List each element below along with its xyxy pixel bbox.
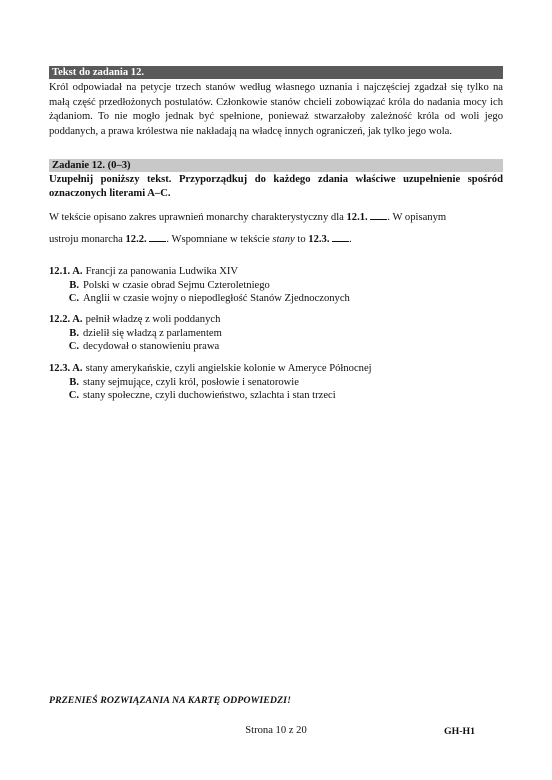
- fill-text-part: . Wspomniane w tekście: [166, 234, 273, 245]
- option-letter: C.: [68, 390, 79, 402]
- option-c: [49, 292, 350, 306]
- gap-ref-12-2: 12.2.: [125, 234, 147, 245]
- question-id: 12.2. A.: [49, 314, 83, 325]
- answer-blank: [149, 233, 166, 242]
- option-c: [49, 340, 222, 354]
- option-a: [49, 362, 372, 376]
- option-letter: C.: [68, 293, 79, 305]
- option-a: [49, 313, 222, 327]
- option-b: [49, 327, 222, 341]
- exam-code: GH-H1: [444, 726, 476, 737]
- fill-text-line-2: [49, 233, 352, 245]
- answer-blank: [332, 233, 349, 242]
- option-b: [49, 279, 350, 293]
- option-text: Anglii w czasie wojny o niepodległość Stanów Zjednoczonych: [83, 293, 350, 305]
- transfer-answers-note: PRZENIEŚ ROZWIĄZANIA NA KARTĘ ODPOWIEDZI!: [49, 695, 291, 706]
- question-12-2: [49, 313, 222, 354]
- task-header: Zadanie 12. (0–3): [49, 159, 503, 172]
- option-a: [49, 265, 350, 279]
- fill-text-part: to: [294, 234, 309, 245]
- gap-ref-12-1: 12.1.: [346, 212, 368, 223]
- page-number: Strona 10 z 20: [245, 725, 307, 736]
- question-id: 12.1. A.: [49, 266, 83, 277]
- option-letter: B.: [69, 327, 79, 339]
- option-letter: B.: [69, 376, 79, 388]
- option-text: Polski w czasie obrad Sejmu Czteroletniego: [83, 279, 270, 291]
- fill-text-part: W tekście opisano zakres uprawnień monarchy charakterystyczny dla: [49, 212, 347, 223]
- option-letter: B.: [69, 279, 79, 291]
- question-12-1: [49, 265, 350, 306]
- fill-text-part: .: [349, 234, 352, 245]
- option-c: [49, 389, 372, 403]
- option-text: stany amerykańskie, czyli angielskie kolonie w Ameryce Północnej: [85, 363, 372, 374]
- question-id: 12.3. A.: [49, 363, 83, 374]
- task-instruction: Uzupełnij poniższy tekst. Przyporządkuj do każdego zdania właściwe uzupełnienie spośród oznaczonych literami A–C.: [49, 174, 503, 199]
- source-header: Tekst do zadania 12.: [49, 66, 503, 79]
- source-text: Król odpowiadał na petycje trzech stanów według własnego uznania i najczęściej zgadzał się tylko na małą część przedłożonych postulatów. Członkowie stanów chcieli zobowiązać króla do nadania mocy ich żądaniom. To nie mogło jednak być spełnione, ponieważ stwarzałoby zależność króla od woli jego poddanych, a prawa królestwa nie nakładają na władcę innych ograniczeń, jak tylko jego wola.: [49, 82, 503, 137]
- option-letter: C.: [68, 341, 79, 353]
- answer-blank: [370, 211, 387, 220]
- option-text: stany sejmujące, czyli król, posłowie i senatorowie: [83, 376, 299, 388]
- option-text: stany społeczne, czyli duchowieństwo, szlachta i stan trzeci: [83, 390, 336, 402]
- option-b: [49, 376, 372, 390]
- fill-text-part: . W opisanym: [387, 212, 447, 223]
- option-text: decydował o stanowieniu prawa: [83, 341, 220, 353]
- question-12-3: [49, 362, 372, 403]
- gap-ref-12-3: 12.3.: [308, 234, 330, 245]
- option-text: pełnił władzę z woli poddanych: [85, 314, 221, 325]
- option-text: dzielił się władzą z parlamentem: [83, 327, 222, 339]
- fill-text-italic: stany: [272, 234, 295, 245]
- fill-text-line-1: [49, 211, 446, 223]
- option-text: Francji za panowania Ludwika XIV: [85, 266, 239, 277]
- fill-text-part: ustroju monarcha: [49, 234, 126, 245]
